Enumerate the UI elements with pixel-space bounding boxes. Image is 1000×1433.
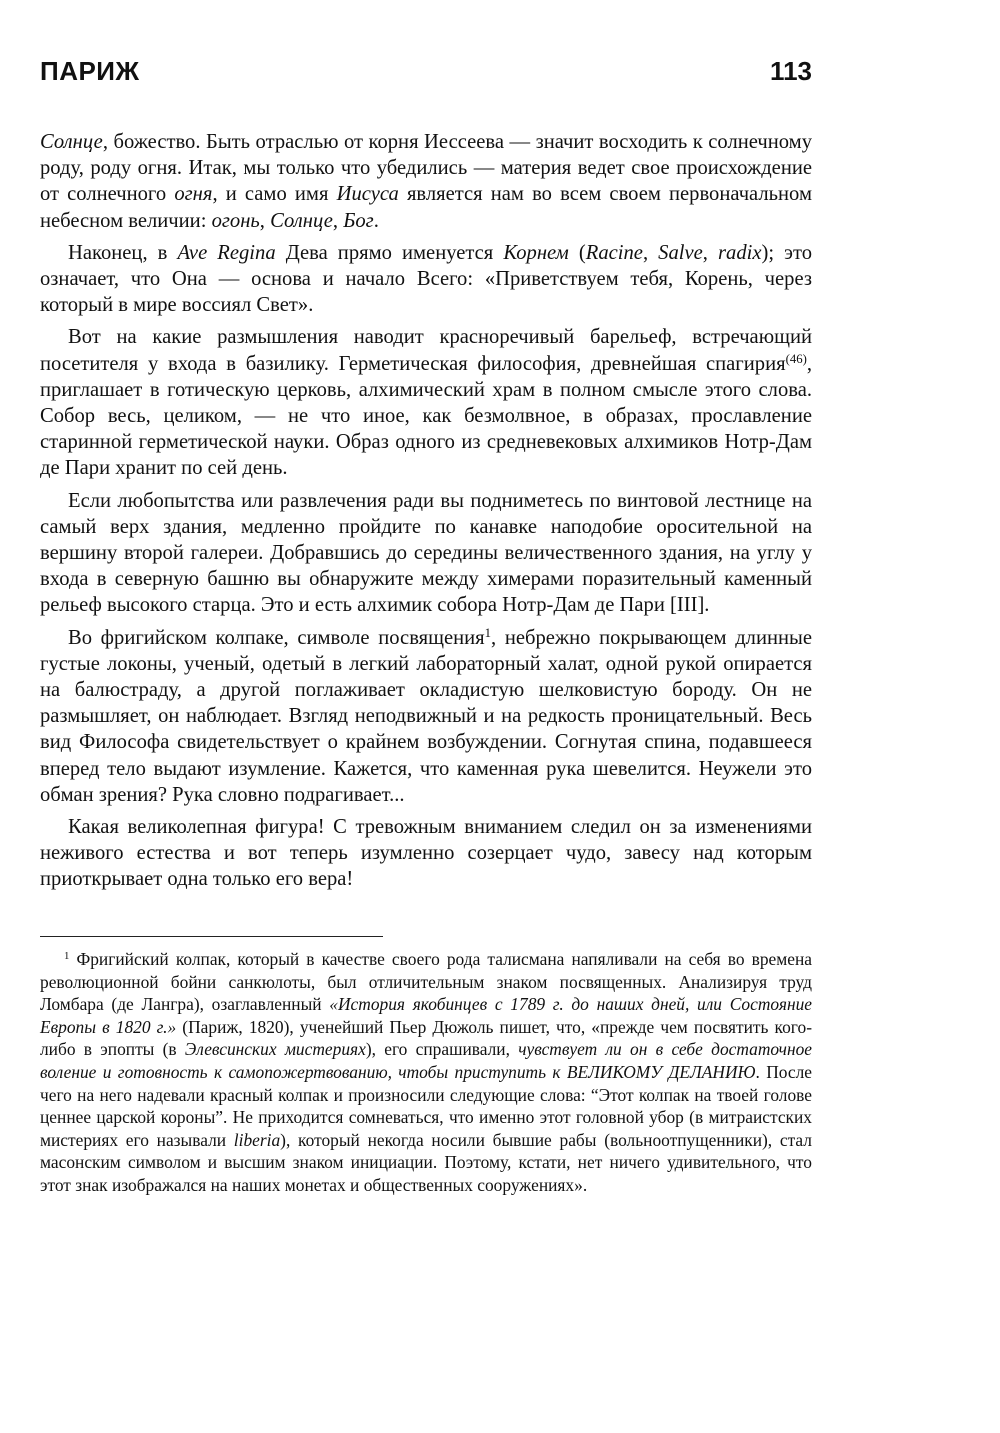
italic-text: огня (174, 183, 213, 206)
text-run: , небрежно покрывающем длинные густые локоны, ученый, одетый в легкий лабораторный халат, одной рукой опирается на балюстраду, а другой поглаживает окладистую шелковистую бороду. Он не размышляет, он наблюдает. Взгляд неподвижный и на редкость проницательный. Весь вид Философа свидетельствует о крайнем возбуждении. Согнутая спина, подавшееся вперед тело выдают изумление. Кажется, что каменная рука шевелится. Неужели это обман зрения? Рука словно подрагивает... (40, 626, 812, 806)
footnote-1 (40, 948, 812, 1197)
text-run: Дева прямо именуется (275, 241, 504, 264)
text-run: Во фригийском колпаке, символе посвящения (68, 626, 485, 649)
text-run: , (332, 209, 344, 232)
italic-text: Солнце (40, 131, 103, 153)
text-run: , (259, 209, 271, 232)
paragraph-6: Какая великолепная фигура! С тревожным вниманием следил он за изменениями неживого естества и вот теперь изумленно созерцает чудо, завесу над которым приоткрывает одна только его вера! (40, 816, 812, 891)
footnotes (40, 948, 812, 1197)
footnote-marker[interactable]: 1 (484, 625, 492, 640)
paragraph-2 (40, 240, 812, 319)
text-run: ), его спрашивали, (365, 1039, 519, 1060)
text-run: , приглашает в готическую церковь, алхимический храм в полном смысле этого слова. Собор весь, целиком, — не что иное, как безмолвное, в образах, прославление старинной герметической науки. Образ одного из средневековых алхимиков Нотр-Дам де Пари хранит по сей день. (40, 352, 812, 480)
paragraph-1 (40, 129, 812, 234)
text-run: , и само имя (212, 183, 337, 206)
italic-text: Солнце (270, 209, 333, 232)
italic-text: Бог (343, 209, 374, 232)
italic-text: liberia (233, 1129, 281, 1150)
text-run: ( (568, 241, 586, 264)
text-run: , (642, 241, 659, 264)
italic-text: Racine (585, 241, 643, 264)
italic-text: Ave Regina (177, 241, 276, 264)
footnote-divider (40, 936, 383, 937)
italic-text: Иисуса (336, 183, 399, 206)
section-title: ПАРИЖ (40, 56, 140, 86)
paragraph-3 (40, 324, 812, 481)
text-run: Наконец, в (68, 241, 178, 264)
text-run: Вот на какие размышления наводит красноречивый барельеф, встречающий посетителя у входа в базилику. Герметическая философия, древнейшая спагирия (40, 326, 812, 375)
italic-text: огонь (211, 209, 260, 232)
text-run: . (373, 209, 379, 232)
text-run: Фригийский колпак, который в качестве своего рода талисмана напяливали на себя во времена революционной бойни санкюлоты, был отличительным знаком посвященных. Анализируя труд Ломбара (де Лангра), озаглавленный (40, 949, 812, 1015)
paragraph-4: Если любопытства или развлечения ради вы подниметесь по винтовой лестнице на самый верх здания, медленно пройдите по канавке наподобие оросительной на вершину второй галереи. Добравшись до середины величественного здания, на углу у входа в северную башню вы обнаружите между химерами поразительный каменный рельеф высокого старца. Это и есть алхимик собора Нотр-Дам де Пари [III]. (40, 489, 812, 617)
text-run: , (702, 241, 719, 264)
text-run: ), который некогда носили бывшие рабы (вольноотпущенники), стал масонским символом и высшим знаком инициации. Поэтому, кстати, нет ничего удивительного, что этот знак изображался на наших монетах и общественных сооружениях». (40, 1129, 812, 1195)
italic-text: Элевсинских мистериях (184, 1039, 366, 1060)
text-run: ); это означает, что Она — основа и начало Всего: «Приветствуем тебя, Корень, через который в мире воссиял Свет». (40, 241, 813, 317)
endnote-marker[interactable]: (46) (785, 351, 807, 366)
italic-text: Корнем (503, 241, 569, 264)
italic-text: Salve (658, 241, 703, 264)
running-head (40, 56, 812, 96)
text-run: , божество. Быть отраслью от корня Иессеева — значит восходить к солнечному роду, роду огня. Итак, мы только что убедились — материя ведет свое происхождение от солнечного (40, 131, 812, 206)
page-number: 113 (770, 56, 812, 86)
text-run: . После чего на него надевали красный колпак и произносили следующие слова: “Этот колпак на твоей голове ценнее царской короны”. Не приходится сомневаться, что именно этот головной убор (в митраистских мистериях его называли (40, 1061, 813, 1150)
italic-text: «История якобинцев с 1789 г. до наших дней, или Состояние Европы в 1820 г.» (40, 994, 812, 1037)
paragraph-5 (40, 625, 812, 808)
italic-text: чувствует ли он в себе достаточное воление и готовность к самопожертвованию, чтобы приступить к ВЕЛИКОМУ ДЕЛАНИЮ (40, 1039, 812, 1082)
main-text (40, 129, 812, 899)
italic-text: radix (718, 241, 762, 264)
text-run: (Париж, 1820), ученейший Пьер Дюжоль пишет, что, «прежде чем посвятить кого-либо в эпопты (в (40, 1016, 812, 1060)
footnote-number: 1 (64, 950, 70, 963)
text-run: является нам во всем своем первоначальном небесном величии: (40, 183, 812, 232)
